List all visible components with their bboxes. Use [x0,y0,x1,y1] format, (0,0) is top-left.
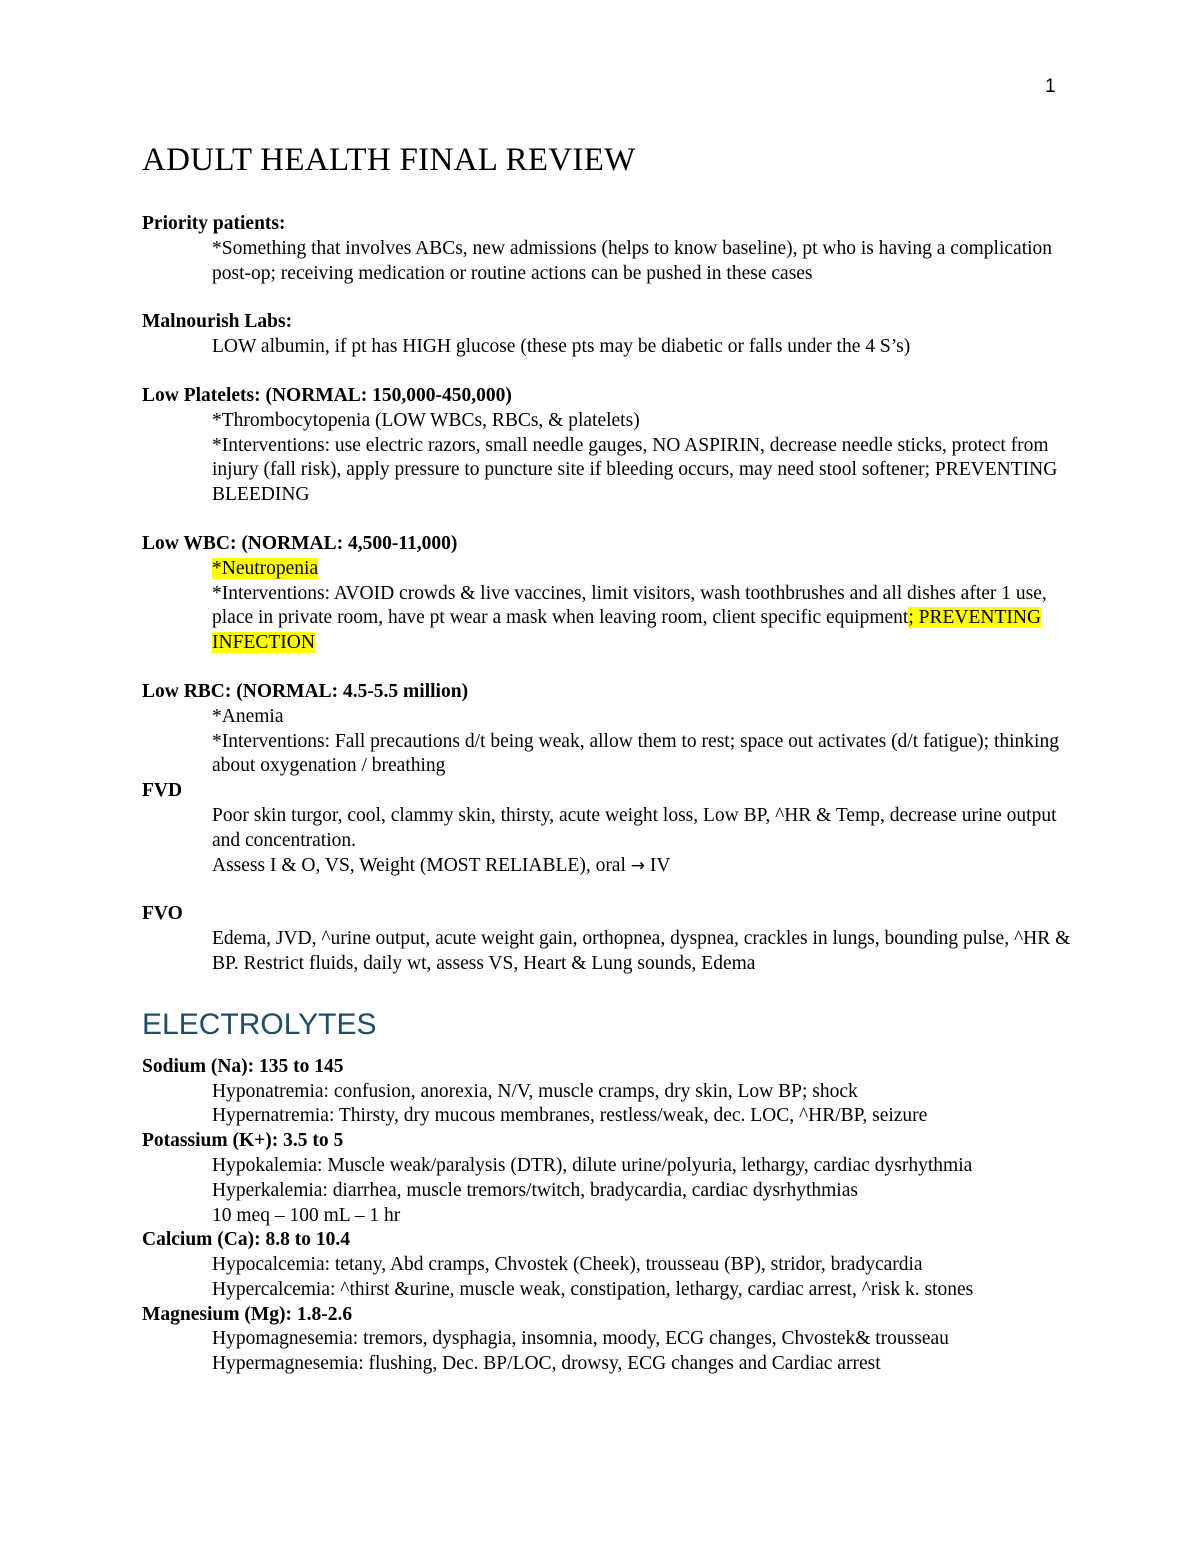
section-priority-patients [142,212,1072,286]
section-heading: Magnesium (Mg): 1.8-2.6 [142,1303,353,1325]
section-body [142,1154,1072,1228]
section-body [142,557,1072,656]
section-body [142,804,1072,878]
section-line: *Interventions: Fall precautions d/t being weak, allow them to rest; space out activates (d/t fatigue); thinking about oxygenation / breathing [212,730,1059,777]
section-text: Edema, JVD, ^urine output, acute weight gain, orthopnea, dyspnea, crackles in lungs, bounding pulse, ^HR & BP. Restrict fluids, daily wt, assess VS, Heart & Lung sounds, Edema [212,928,1071,974]
section-line: Hyperkalemia: diarrhea, muscle tremors/twitch, bradycardia, cardiac dysrhythmias [212,1179,858,1201]
section-line [212,854,1072,879]
highlighted-text: *Neutropenia [212,557,319,579]
line-text: IV [645,854,671,876]
section-line: Hypocalcemia: tetany, Abd cramps, Chvostek (Cheek), trousseau (BP), stridor, bradycardia [212,1254,923,1276]
section-line: Hypercalcemia: ^thirst &urine, muscle weak, constipation, lethargy, cardiac arrest, ^risk k. stones [212,1278,974,1300]
section-text: LOW albumin, if pt has HIGH glucose (these pts may be diabetic or falls under the 4 S’s) [212,336,911,358]
section-body [142,1253,1072,1303]
section-text: *Something that involves ABCs, new admissions (helps to know baseline), pt who is having a complication post-op; receiving medication or routine actions can be pushed in these cases [212,237,1053,284]
section-low-platelets [142,384,1072,508]
line-text: *Interventions: AVOID crowds & live vaccines, limit visitors, wash toothbrushes and all dishes after 1 use, place in private room, have pt wear a mask when leaving room, client specific equipment [212,582,1047,629]
section-fvo [142,902,1072,976]
section-line: 10 meq – 100 mL – 1 hr [212,1204,401,1226]
section-heading: Low RBC: (NORMAL: 4.5-5.5 million) [142,680,469,702]
electrolytes-heading: ELECTROLYTES [142,1007,377,1041]
section-heading: Calcium (Ca): 8.8 to 10.4 [142,1229,350,1251]
section-line [212,582,1072,656]
section-body [142,705,1072,779]
section-heading: Sodium (Na): 135 to 145 [142,1055,344,1077]
section-magnesium [142,1303,1072,1377]
section-body [142,409,1072,508]
page-number: 1 [1045,76,1056,97]
section-heading: Priority patients: [142,213,286,234]
page-title: ADULT HEALTH FINAL REVIEW [142,142,636,178]
section-heading: Low Platelets: (NORMAL: 150,000-450,000) [142,384,512,406]
arrow-right-icon: → [630,855,646,876]
section-line: *Anemia [212,705,284,727]
section-line: *Thrombocytopenia (LOW WBCs, RBCs, & platelets) [212,409,640,431]
section-heading: Malnourish Labs: [142,311,293,333]
section-heading: FVD [142,780,183,802]
section-line: Hyponatremia: confusion, anorexia, N/V, muscle cramps, dry skin, Low BP; shock [212,1080,858,1102]
section-calcium [142,1228,1072,1302]
section-line: Hypermagnesemia: flushing, Dec. BP/LOC, drowsy, ECG changes and Cardiac arrest [212,1353,881,1375]
section-low-wbc [142,532,1072,656]
section-heading: Low WBC: (NORMAL: 4,500-11,000) [142,532,458,554]
section-sodium [142,1055,1072,1129]
section-line: *Interventions: use electric razors, small needle gauges, NO ASPIRIN, decrease needle sticks, protect from injury (fall risk), apply pressure to puncture site if bleeding occurs, may need stool softener; PREVENTING BLEEDING [212,434,1058,506]
section-malnourish-labs [142,310,1072,360]
section-heading: FVO [142,903,183,925]
section-line: Hypokalemia: Muscle weak/paralysis (DTR), dilute urine/polyuria, lethargy, cardiac dysrhythmia [212,1154,973,1176]
section-potassium [142,1129,1072,1228]
highlighted-text: ; PREVENTING INFECTION [212,607,1042,654]
section-body [142,1327,1072,1377]
line-text: Assess I & O, VS, Weight (MOST RELIABLE), oral [212,854,631,876]
document-body [142,138,1072,1377]
section-line: Hypomagnesemia: tremors, dysphagia, insomnia, moody, ECG changes, Chvostek& trousseau [212,1328,949,1350]
section-low-rbc [142,680,1072,779]
section-line: Poor skin turgor, cool, clammy skin, thirsty, acute weight loss, Low BP, ^HR & Temp, decrease urine output and concentration. [212,804,1057,851]
section-fvd [142,779,1072,878]
section-line: Hypernatremia: Thirsty, dry mucous membranes, restless/weak, dec. LOC, ^HR/BP, seizure [212,1105,928,1127]
section-line [212,557,1072,582]
section-heading: Potassium (K+): 3.5 to 5 [142,1130,344,1152]
section-body [142,1080,1072,1130]
